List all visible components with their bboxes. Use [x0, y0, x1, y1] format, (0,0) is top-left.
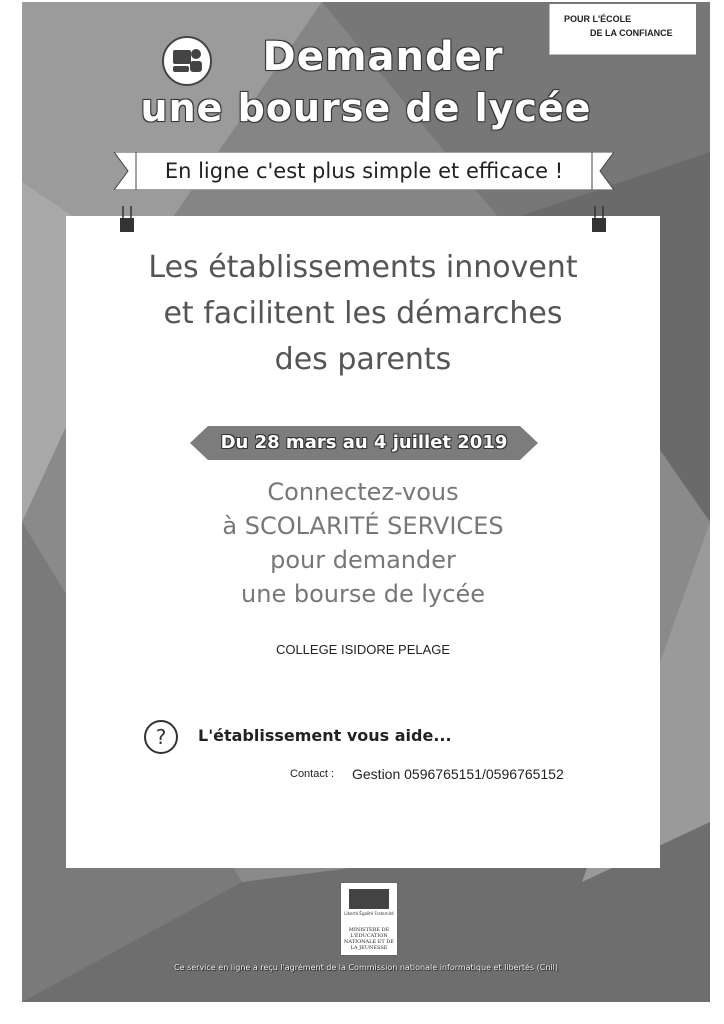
heading-line-2: et facilitent les démarches	[163, 296, 563, 331]
logo-ministry-text: MINISTÈRE DE L'ÉDUCATION NATIONALE ET DE LA JEUNESSE	[344, 927, 394, 951]
poster	[22, 2, 710, 1002]
connect-line-4: une bourse de lycée	[241, 580, 485, 608]
heading-line-3: des parents	[274, 342, 452, 377]
logo-motto: Liberté Égalité Fraternité	[344, 911, 394, 916]
banner-text: En ligne c'est plus simple et efficace !	[164, 159, 564, 183]
question-mark-icon: ?	[144, 720, 178, 754]
binder-clip-icon	[120, 206, 134, 232]
footer-cnil-notice: Ce service en ligne a reçu l'agrément de la Commission nationale informatique et libertés (Cnil)	[174, 963, 558, 972]
date-range: Du 28 mars au 4 juillet 2019	[220, 432, 508, 453]
contact-label: Contact :	[290, 768, 335, 780]
ministry-logo	[340, 882, 398, 956]
school-name: COLLEGE ISIDORE PELAGE	[275, 642, 451, 657]
connect-line-2: à SCOLARITÉ SERVICES	[222, 512, 504, 540]
binder-clip-icon	[592, 206, 606, 232]
stamp-line-1: POUR L'ÉCOLE	[564, 14, 632, 24]
help-text: L'établissement vous aide...	[198, 726, 452, 745]
marianne-flag-icon	[349, 889, 389, 909]
heading-line-1: Les établissements innovent	[148, 250, 578, 285]
title-line-1: Demander	[262, 34, 504, 80]
stamp-line-2: DE LA CONFIANCE	[590, 28, 673, 38]
title-line-2: une bourse de lycée	[140, 86, 592, 130]
contact-value: Gestion 0596765151/0596765152	[352, 766, 564, 782]
connect-line-1: Connectez-vous	[267, 478, 459, 506]
connect-line-3: pour demander	[270, 546, 456, 574]
